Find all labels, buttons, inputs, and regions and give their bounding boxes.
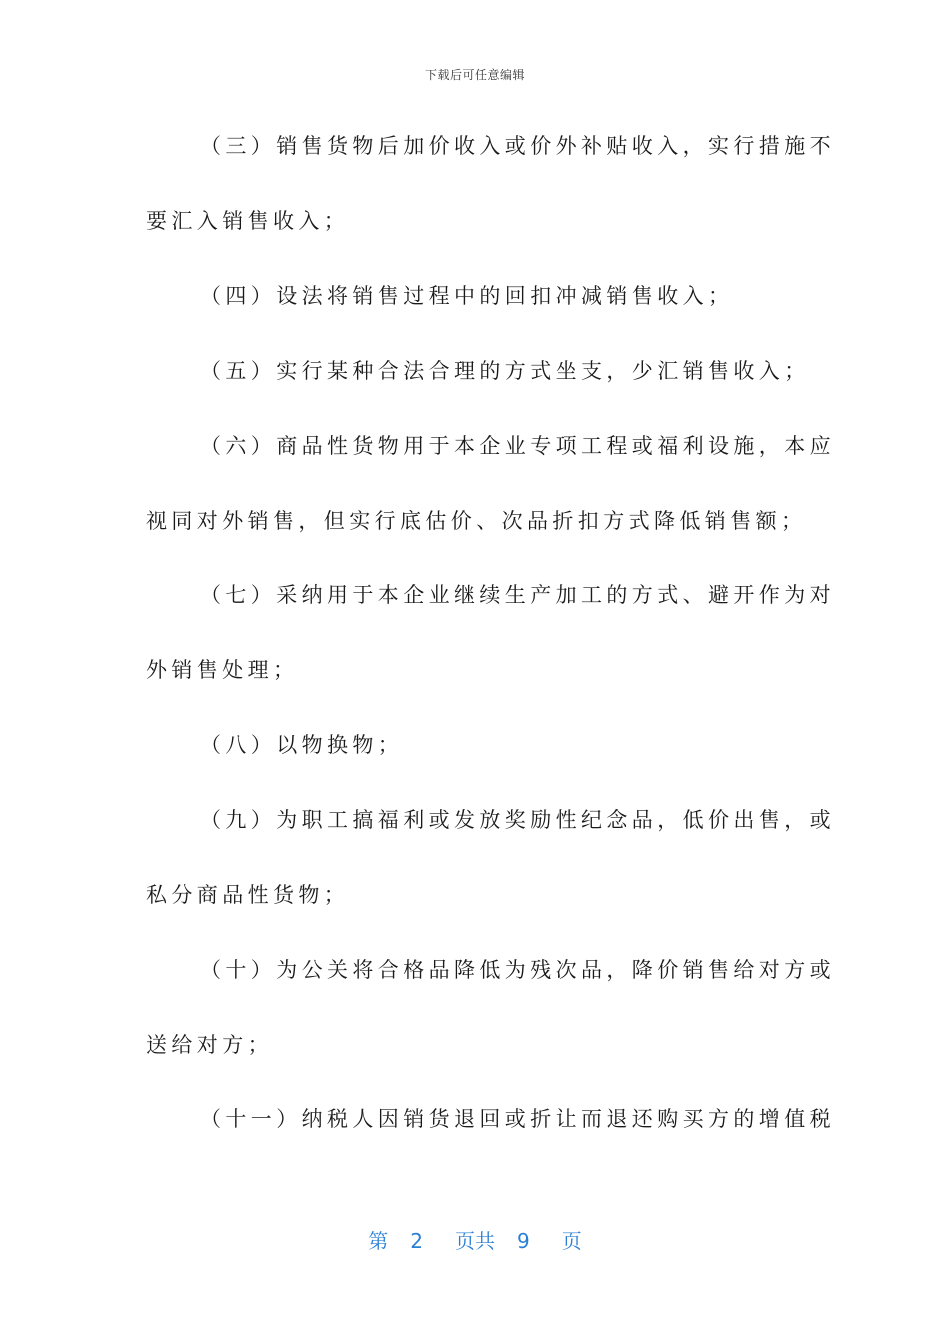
paragraph-line: 视同对外销售，但实行底估价、次品折扣方式降低销售额； [146, 509, 807, 533]
paragraph-line: （四）设法将销售过程中的回扣冲减销售收入； [200, 284, 734, 308]
paragraph-line: （三）销售货物后加价收入或价外补贴收入，实行措施不 [200, 134, 835, 158]
paragraph-line: （九）为职工搞福利或发放奖励性纪念品，低价出售，或 [200, 808, 835, 832]
footer-page-number: 2 [410, 1229, 423, 1253]
paragraph-line: （十）为公关将合格品降低为残次品，降价销售给对方或 [200, 958, 835, 982]
paragraph-line: （五）实行某种合法合理的方式坐支，少汇销售收入； [200, 359, 810, 383]
paragraph-line: 要汇入销售收入； [146, 209, 350, 233]
paragraph-line: 外销售处理； [146, 658, 299, 682]
page-header-note: 下载后可任意编辑 [424, 68, 525, 82]
paragraph-line: 送给对方； [146, 1033, 273, 1057]
paragraph-line: （八）以物换物； [200, 733, 404, 757]
paragraph-line: （六）商品性货物用于本企业专项工程或福利设施，本应 [200, 434, 835, 458]
paragraph-line: （七）采纳用于本企业继续生产加工的方式、避开作为对 [200, 583, 835, 607]
footer-middle: 页共 [455, 1229, 495, 1253]
footer-suffix: 页 [561, 1229, 582, 1253]
paragraph-line: 私分商品性货物； [146, 883, 350, 907]
footer-prefix: 第 [368, 1229, 389, 1253]
page-footer [0, 1225, 950, 1254]
footer-total-pages: 9 [517, 1229, 530, 1253]
paragraph-line: （十一）纳税人因销货退回或折让而退还购买方的增值税 [200, 1107, 835, 1131]
